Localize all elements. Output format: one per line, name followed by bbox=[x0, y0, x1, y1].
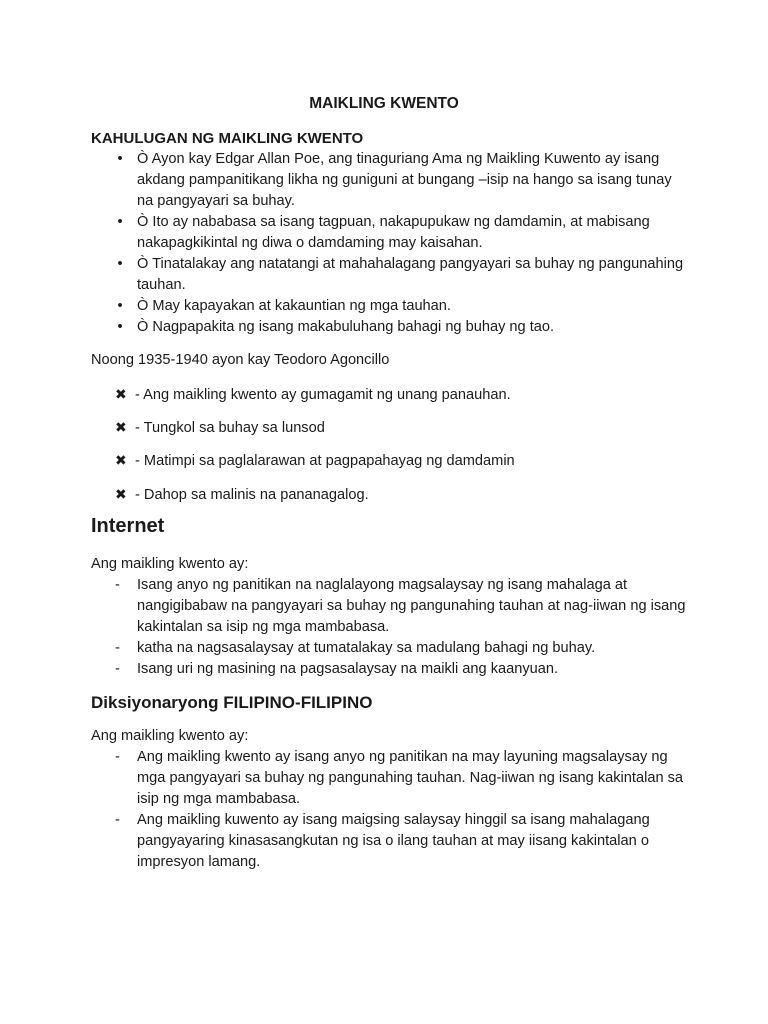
section-heading-internet: Internet bbox=[91, 515, 165, 537]
cross-mark-icon: ✖ bbox=[115, 419, 127, 435]
list-item bbox=[91, 575, 691, 638]
cross-mark-icon: ✖ bbox=[115, 486, 127, 502]
section-heading-diksiyonaryo: Diksiyonaryong FILIPINO-FILIPINO bbox=[91, 693, 373, 712]
dash-mark: - bbox=[115, 640, 120, 656]
kahulugan-bullet-list bbox=[91, 149, 691, 338]
document-title: MAIKLING KWENTO bbox=[309, 95, 459, 112]
list-item bbox=[115, 450, 515, 472]
list-item-text: Ò May kapayakan at kakauntian ng mga tauhan. bbox=[137, 298, 451, 314]
bullet-icon: • bbox=[117, 298, 123, 314]
list-item-text: Ò Ito ay nababasa sa isang tagpuan, nakapupukaw ng damdamin, at mabisang nakapagkikintal ng diwa o damdaming may kaisahan. bbox=[137, 214, 650, 251]
list-item bbox=[91, 317, 691, 338]
list-item-text: Ang maikling kuwento ay isang maigsing salaysay hinggil sa isang mahalagang pangyayaring kinasasangkutan ng isa o ilang tauhan at may iisang kakintalan o impresyon lamang. bbox=[137, 812, 650, 870]
list-item-text: Ò Ayon kay Edgar Allan Poe, ang tinaguriang Ama ng Maikling Kuwento ay isang akdang pampanitikang likha ng guniguni at bungang –isip na hango sa isang tunay na pangyayari sa buhay. bbox=[137, 151, 672, 209]
list-item-text: katha na nagsasalaysay at tumatalakay sa madulang bahagi ng buhay. bbox=[137, 640, 596, 656]
diksiyonaryo-dash-list bbox=[91, 747, 691, 873]
list-item bbox=[91, 149, 691, 212]
agoncillo-intro: Noong 1935-1940 ayon kay Teodoro Agoncillo bbox=[91, 352, 390, 368]
list-item-text: Ang maikling kwento ay isang anyo ng panitikan na may layuning magsalaysay ng mga pangyayari sa buhay ng pangunahing tauhan. Nag-iiwan ng isang kakintalan sa isip ng mga mambabasa. bbox=[137, 749, 684, 807]
list-item-text: Isang uri ng masining na pagsasalaysay na maikli ang kaanyuan. bbox=[137, 661, 559, 677]
dash-mark: - bbox=[115, 749, 120, 765]
dash-mark: - bbox=[115, 661, 120, 677]
list-item bbox=[91, 747, 691, 810]
list-item-text: - Ang maikling kwento ay gumagamit ng unang panauhan. bbox=[135, 387, 511, 403]
dash-mark: - bbox=[115, 812, 120, 828]
list-item bbox=[91, 810, 691, 873]
bullet-icon: • bbox=[117, 151, 123, 167]
bullet-icon: • bbox=[117, 319, 123, 335]
internet-intro: Ang maikling kwento ay: bbox=[91, 556, 249, 572]
dash-mark: - bbox=[115, 577, 120, 593]
cross-mark-icon: ✖ bbox=[115, 452, 127, 468]
list-item bbox=[115, 484, 369, 506]
internet-dash-list bbox=[91, 575, 691, 680]
list-item bbox=[91, 296, 691, 317]
list-item bbox=[91, 659, 691, 680]
list-item bbox=[115, 384, 511, 406]
list-item bbox=[115, 417, 325, 439]
list-item-text: - Dahop sa malinis na pananagalog. bbox=[135, 487, 369, 503]
diksiyonaryo-intro: Ang maikling kwento ay: bbox=[91, 728, 249, 744]
list-item-text: - Matimpi sa paglalarawan at pagpapahayag ng damdamin bbox=[135, 453, 515, 469]
cross-mark-icon: ✖ bbox=[115, 386, 127, 402]
list-item bbox=[91, 254, 691, 296]
list-item-text: Ò Nagpapakita ng isang makabuluhang bahagi ng buhay ng tao. bbox=[137, 319, 555, 335]
list-item-text: Ò Tinatalakay ang natatangi at mahahalagang pangyayari sa buhay ng pangunahing tauhan. bbox=[137, 256, 684, 293]
bullet-icon: • bbox=[117, 256, 123, 272]
section-heading-kahulugan: KAHULUGAN NG MAIKLING KWENTO bbox=[91, 130, 364, 147]
bullet-icon: • bbox=[117, 214, 123, 230]
list-item-text: - Tungkol sa buhay sa lunsod bbox=[135, 420, 325, 436]
list-item-text: Isang anyo ng panitikan na naglalayong magsalaysay ng isang mahalaga at nangigibabaw na pangyayari sa buhay ng pangunahing tauhan at nag-iiwan ng isang kakintalan sa isip ng mga mambabasa. bbox=[137, 577, 686, 635]
list-item bbox=[91, 212, 691, 254]
list-item bbox=[91, 638, 691, 659]
